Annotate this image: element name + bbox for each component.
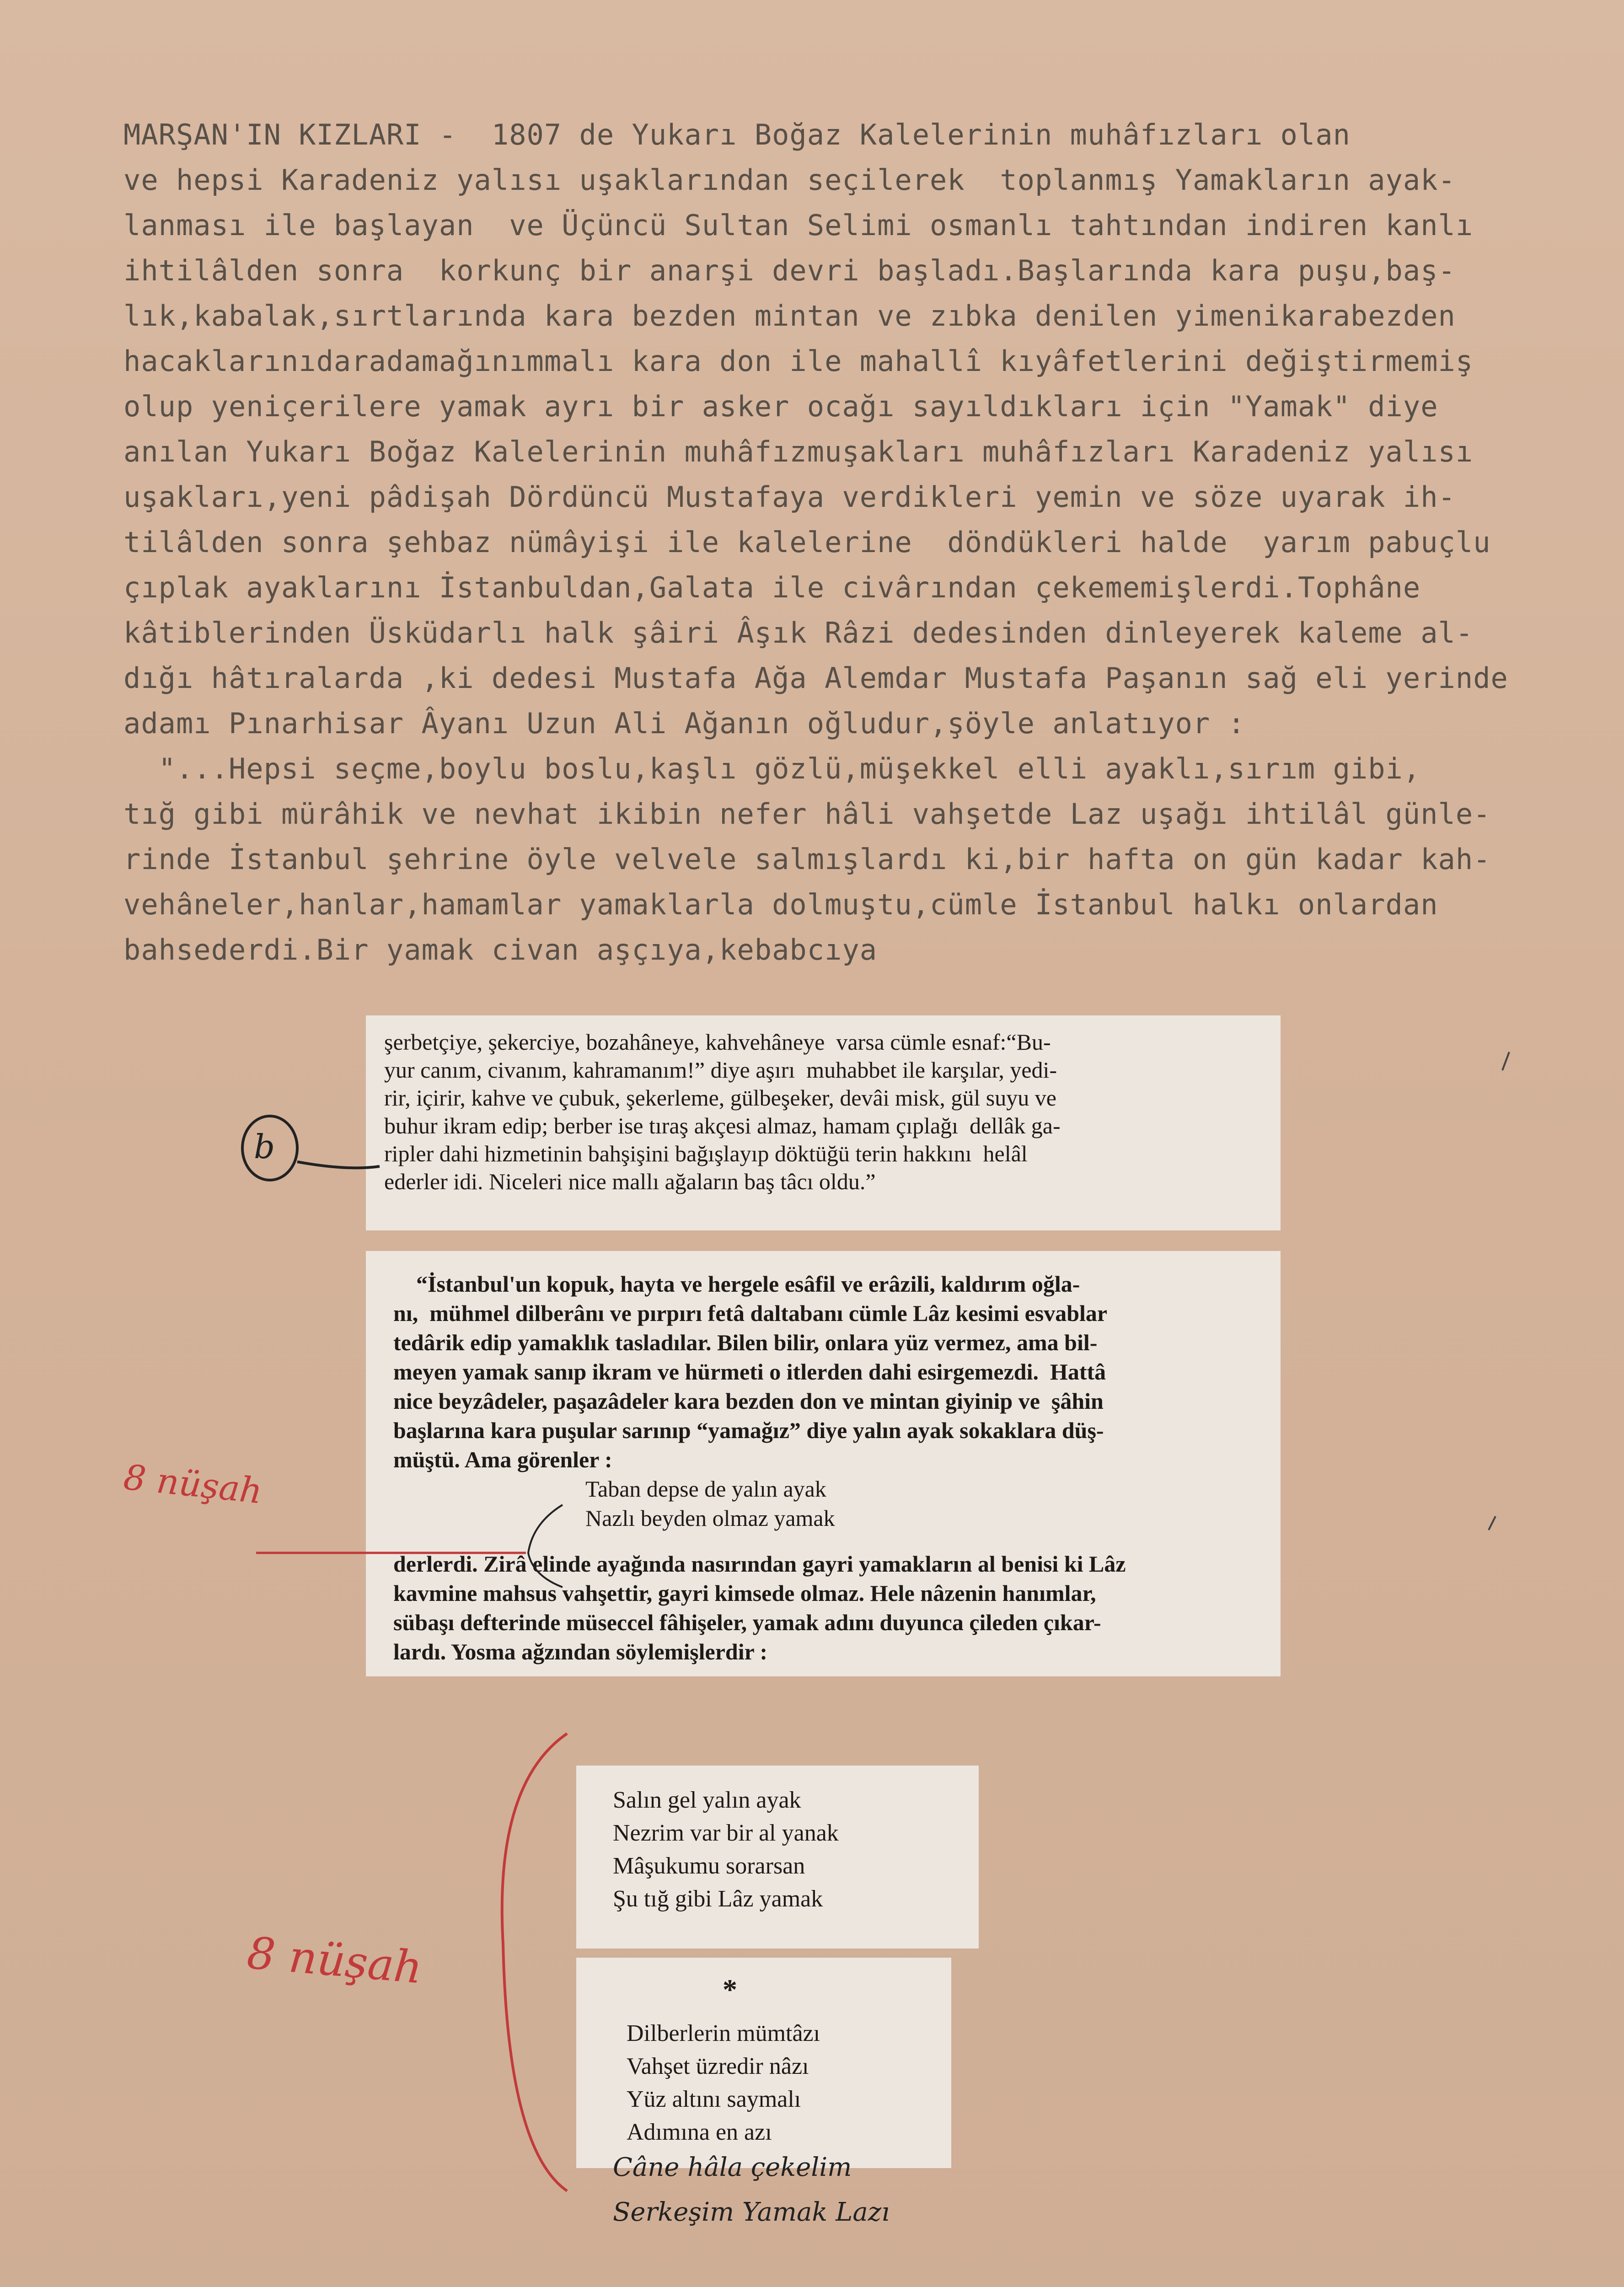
text-line: Yüz altını saymalı xyxy=(627,2086,801,2112)
text-line: rir, içirir, kahve ve çubuk, şekerleme, gülbeşeker, devâi misk, gül suyu ve xyxy=(384,1085,1056,1111)
poem-clipping-1 xyxy=(576,1766,979,1949)
text-line: kavmine mahsus vahşettir, gayri kimsede olmaz. Hele nâzenin hanımlar, xyxy=(393,1580,1096,1606)
text-line: Dilberlerin mümtâzı xyxy=(627,2020,820,2046)
text-line: müştü. Ama görenler : xyxy=(393,1447,612,1472)
text-line: vehâneler,hanlar,hamamlar yamaklarla dolmuştu,cümle İstanbul halkı onlardan xyxy=(123,888,1438,921)
text-line: Nazlı beyden olmaz yamak xyxy=(585,1505,835,1531)
poem-clipping-2-lines xyxy=(627,2017,951,2149)
red-bracket-icon xyxy=(502,1734,567,2191)
text-line: meyen yamak sanıp ikram ve hürmeti o itlerden dahi esirgemezdi. Hattâ xyxy=(393,1359,1106,1385)
text-line: ripler dahi hizmetinin bahşişini bağışlayıp döktüğü terin hakkını helâl xyxy=(384,1141,1028,1166)
text-line: Adımına en azı xyxy=(627,2119,772,2145)
text-line: buhur ikram edip; berber ise tıraş akçesi almaz, hamam çıplağı dellâk ga- xyxy=(384,1113,1061,1138)
text-line: derlerdi. Zirâ elinde ayağında nasırından gayri yamakların al benisi ki Lâz xyxy=(393,1551,1126,1577)
text-line: Nezrim var bir al yanak xyxy=(613,1820,839,1846)
text-line: hacaklarınıdaradamağınımmalı kara don ile mahallî kıyâfetlerini değiştirmemiş xyxy=(123,344,1474,378)
text-line: ederler idi. Niceleri nice mallı ağaların baş tâcı oldu.” xyxy=(384,1169,876,1194)
text-line: yur canım, civanım, kahramanım!” diye aşırı muhabbet ile karşılar, yedi- xyxy=(384,1057,1057,1083)
text-line: şerbetçiye, şekerciye, bozahâneye, kahvehâneye varsa cümle esnaf:“Bu- xyxy=(384,1029,1051,1055)
poem-clipping-2 xyxy=(576,1958,951,2168)
newspaper-clipping-2 xyxy=(366,1251,1281,1676)
handwritten-line: Serkeşim Yamak Lazı xyxy=(613,2197,890,2227)
text-line: tedârik edip yamaklık tasladılar. Bilen bilir, onlara yüz vermez, ama bil- xyxy=(393,1330,1098,1355)
newspaper-clipping-1 xyxy=(366,1015,1281,1230)
margin-tick-icon xyxy=(1502,1052,1509,1070)
handwritten-verse xyxy=(613,2145,890,2235)
text-line: “İstanbul'un kopuk, hayta ve hergele esâfil ve erâzili, kaldırım oğla- xyxy=(393,1271,1080,1297)
asterisk-separator: * xyxy=(723,1973,737,2006)
text-line: bahsederdi.Bir yamak civan aşçıya,kebabcıya xyxy=(123,933,878,966)
text-line: lanması ile başlayan ve Üçüncü Sultan Selimi osmanlı tahtından indiren kanlı xyxy=(123,209,1474,242)
text-line: sübaşı defterinde müseccel fâhişeler, yamak adını duyunca çileden çıkar- xyxy=(393,1610,1101,1635)
text-line: ihtilâlden sonra korkunç bir anarşi devri başladı.Başlarında kara puşu,baş- xyxy=(123,254,1456,287)
text-line: olup yeniçerilere yamak ayrı bir asker ocağı sayıldıkları için "Yamak" diye xyxy=(123,390,1438,423)
circled-margin-note: b xyxy=(254,1127,275,1166)
red-margin-note-1: 8 nüşah xyxy=(122,1456,264,1512)
text-line: "...Hepsi seçme,boylu boslu,kaşlı gözlü,müşekkel elli ayaklı,sırım gibi, xyxy=(123,752,1421,785)
text-line: uşakları,yeni pâdişah Dördüncü Mustafaya verdikleri yemin ve söze uyarak ih- xyxy=(123,480,1456,514)
text-line: anılan Yukarı Boğaz Kalelerinin muhâfızmuşakları muhâfızları Karadeniz yalısı xyxy=(123,435,1474,468)
text-line: kâtiblerinden Üsküdarlı halk şâiri Âşık Râzi dedesinden dinleyerek kaleme al- xyxy=(123,616,1474,650)
text-line: lık,kabalak,sırtlarında kara bezden mintan ve zıbka denilen yimenikarabezden xyxy=(123,299,1456,333)
text-line: nice beyzâdeler, paşazâdeler kara bezden don ve mintan giyinip ve şâhin xyxy=(393,1388,1104,1414)
text-line: rinde İstanbul şehrine öyle velvele salmışlardı ki,bir hafta on gün kadar kah- xyxy=(123,843,1491,876)
text-line: Mâşukumu sorarsan xyxy=(613,1853,805,1879)
text-line: dığı hâtıralarda ,ki dedesi Mustafa Ağa Alemdar Mustafa Paşanın sağ eli yerinde xyxy=(123,661,1508,695)
text-line: Salın gel yalın ayak xyxy=(613,1787,801,1813)
text-line: lardı. Yosma ağzından söylemişlerdir : xyxy=(393,1639,768,1664)
text-line: nı, mühmel dilberânı ve pırpırı fetâ daltabanı cümle Lâz kesimi esvablar xyxy=(393,1300,1108,1326)
text-line: Şu tığ gibi Lâz yamak xyxy=(613,1886,823,1912)
clipping-2-paragraph xyxy=(393,1269,1281,1474)
handwritten-line: Câne hâla çekelim xyxy=(613,2153,852,2182)
text-line: ve hepsi Karadeniz yalısı uşaklarından seçilerek toplanmış Yamakların ayak- xyxy=(123,163,1456,197)
typewritten-text-block xyxy=(123,112,1578,972)
text-line: adamı Pınarhisar Âyanı Uzun Ali Ağanın oğludur,şöyle anlatıyor : xyxy=(123,707,1245,740)
text-line: Taban depse de yalın ayak xyxy=(585,1476,826,1502)
text-line: başlarına kara puşular sarınıp “yamağız” diye yalın ayak sokaklara düş- xyxy=(393,1417,1104,1443)
text-line: Vahşet üzredir nâzı xyxy=(627,2053,809,2079)
text-line: çıplak ayaklarını İstanbuldan,Galata ile civârından çekememişlerdi.Tophâne xyxy=(123,571,1421,604)
clipping-2-paragraph-after xyxy=(393,1549,1281,1666)
red-margin-note-2: 8 nüşah xyxy=(245,1927,424,1994)
text-line: tığ gibi mürâhik ve nevhat ikibin nefer hâli vahşetde Laz uşağı ihtilâl günle- xyxy=(123,797,1491,831)
margin-tick-icon xyxy=(1489,1516,1495,1530)
text-line: MARŞAN'IN KIZLARI - 1807 de Yukarı Boğaz Kalelerinin muhâfızları olan xyxy=(123,118,1351,151)
text-line: tilâlden sonra şehbaz nümâyişi ile kalelerine döndükleri halde yarım pabuçlu xyxy=(123,526,1491,559)
clipping-2-verse xyxy=(393,1474,1281,1533)
